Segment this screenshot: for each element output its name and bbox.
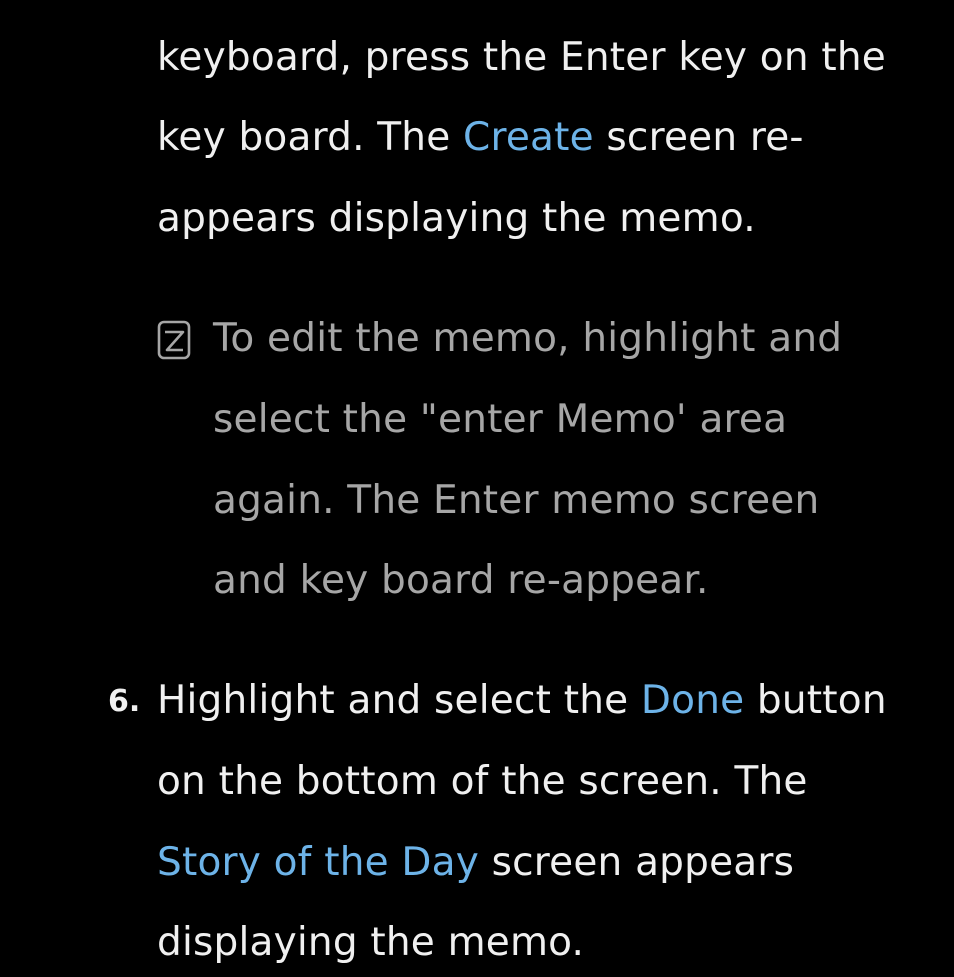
step-6-line-1-text-b: button xyxy=(744,678,887,723)
note-line-2: select the "enter Memo' area xyxy=(213,397,788,442)
note-icon xyxy=(157,320,191,360)
intro-line-1: keyboard, press the Enter key on the xyxy=(157,35,886,80)
step-number: 6. xyxy=(108,684,141,719)
intro-line-2-text-b: screen re- xyxy=(593,115,804,160)
intro-line-2-text-a: key board. The xyxy=(157,115,464,160)
create-screen-link: Create xyxy=(463,115,594,160)
note-line-1: To edit the memo, highlight and xyxy=(213,316,843,361)
step-6-line-2: on the bottom of the screen. The xyxy=(157,759,808,804)
step-6-line-1 xyxy=(157,677,887,725)
step-6-line-4: displaying the memo. xyxy=(157,920,585,965)
intro-line-2 xyxy=(157,114,804,162)
intro-line-3: appears displaying the memo. xyxy=(157,196,756,241)
step-6-line-1-text-a: Highlight and select the xyxy=(157,678,641,723)
step-6-line-3 xyxy=(157,839,794,887)
note-line-4: and key board re-appear. xyxy=(213,558,709,603)
done-button-link: Done xyxy=(640,678,745,723)
story-of-the-day-link: Story of the Day xyxy=(157,840,480,885)
step-6-line-3-text: screen appears xyxy=(479,840,795,885)
note-line-3: again. The Enter memo screen xyxy=(213,478,820,523)
